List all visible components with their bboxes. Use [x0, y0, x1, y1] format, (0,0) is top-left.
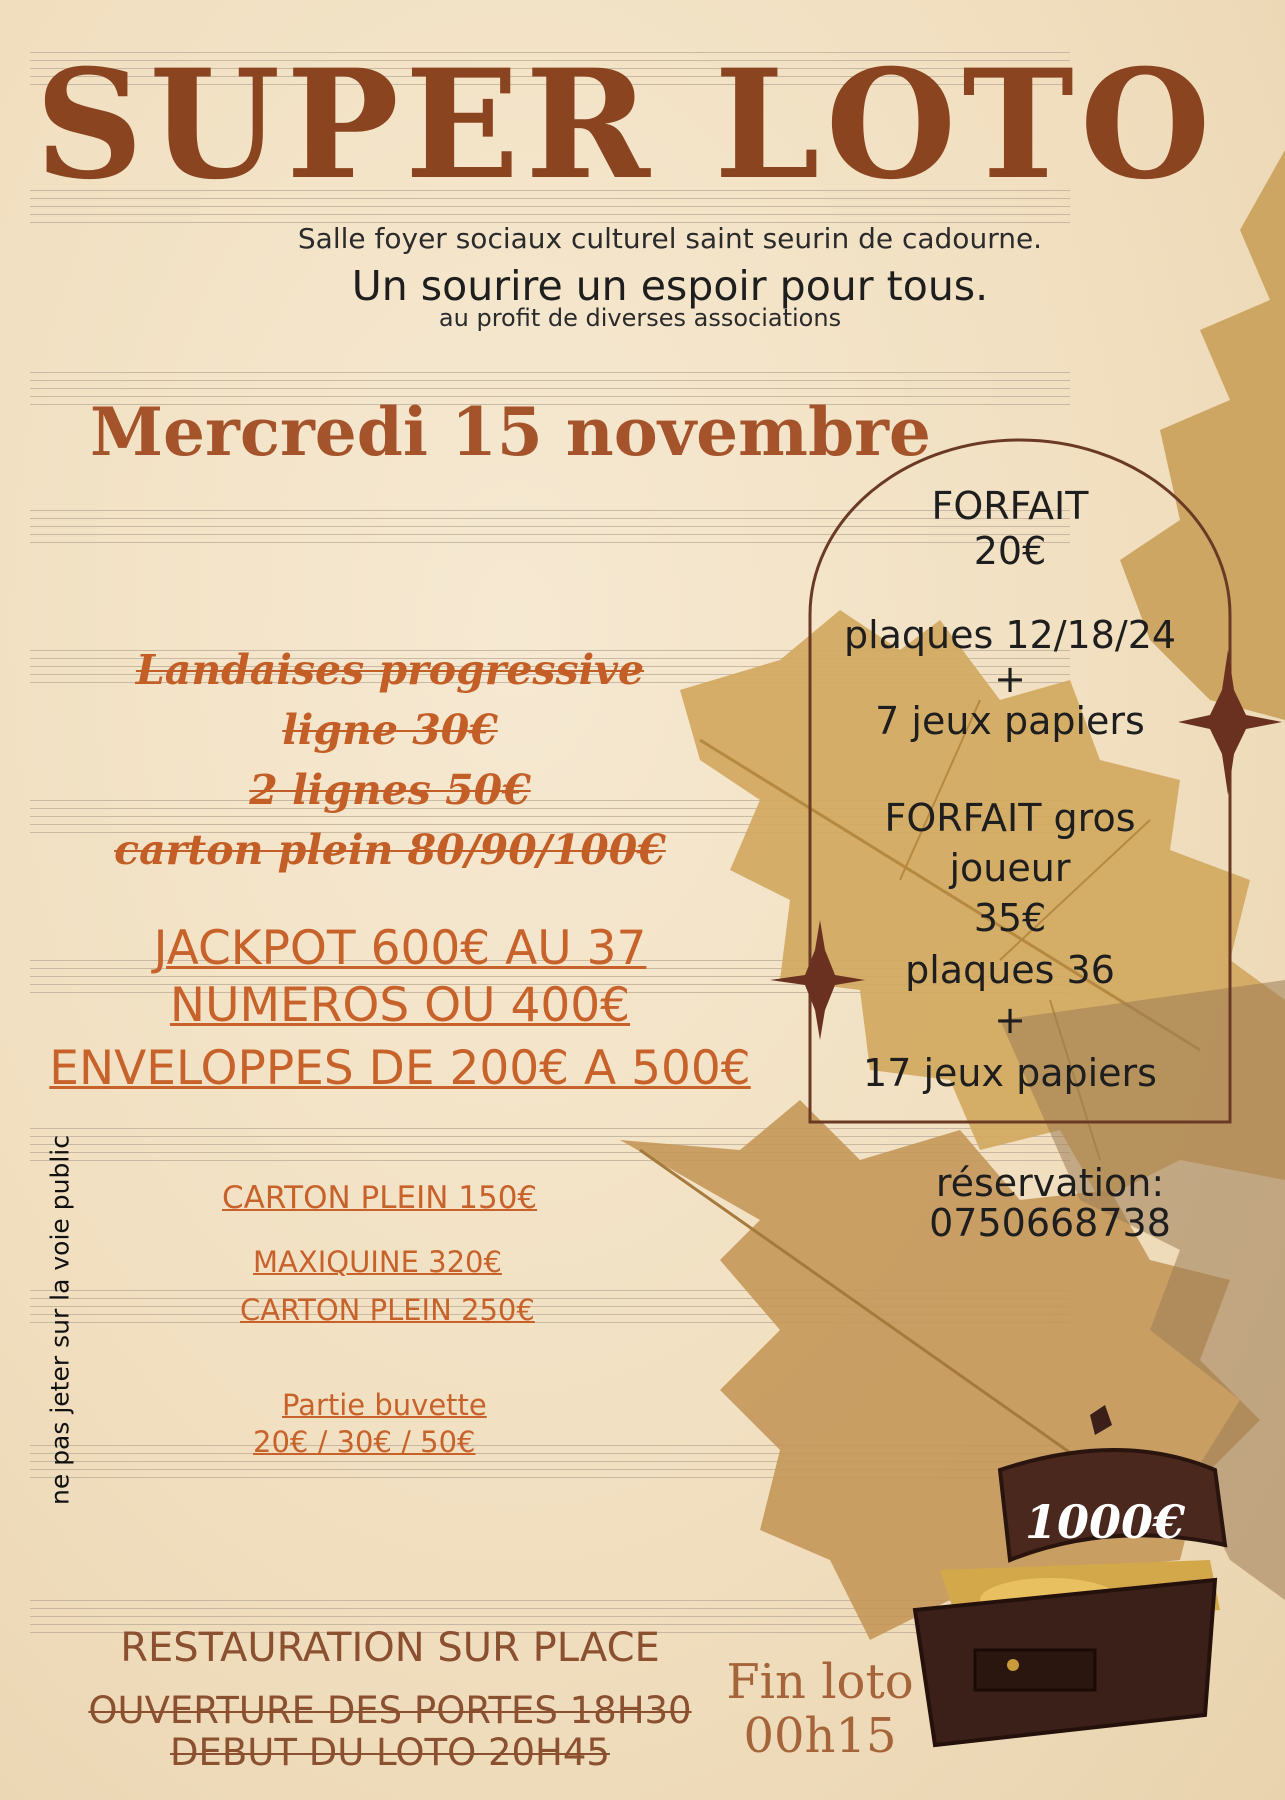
event-date: Mercredi 15 novembre: [90, 393, 931, 471]
prize-amount: 1000€: [1025, 1495, 1186, 1549]
fin-loto: [720, 1655, 920, 1763]
opening-times: [60, 1690, 720, 1774]
carton-plein-150: CARTON PLEIN 150€: [222, 1180, 538, 1216]
forfait-2-label: FORFAIT gros: [884, 796, 1136, 840]
forfait-2-jeux: 17 jeux papiers: [863, 1051, 1157, 1095]
landaises-line: ligne 30€: [282, 706, 498, 754]
forfait-2-plus: +: [994, 998, 1026, 1042]
venue-text: Salle foyer sociaux culturel saint seurin de cadourne.: [297, 222, 1043, 255]
forfait-2-price: 35€: [973, 896, 1047, 940]
benefit-text: au profit de diverses associations: [438, 304, 842, 332]
ouverture-text: OUVERTURE DES PORTES 18H30: [88, 1689, 692, 1732]
forfait-1-plus: +: [994, 657, 1026, 701]
landaises-line: Landaises progressive: [135, 646, 645, 694]
fin-loto-label: Fin loto: [726, 1654, 914, 1710]
poster-title: SUPER LOTO: [35, 37, 1217, 213]
forfait-1-label: FORFAIT: [931, 484, 1089, 528]
carton-plein-250: CARTON PLEIN 250€: [240, 1293, 535, 1327]
reservation-label: réservation:: [935, 1161, 1165, 1205]
forfait-1-price: 20€: [973, 529, 1047, 573]
restauration-text: RESTAURATION SUR PLACE: [120, 1625, 660, 1671]
buvette-prices: 20€ / 30€ / 50€: [253, 1425, 476, 1459]
forfait-2-plaques: plaques 36: [905, 948, 1115, 992]
forfait-1-plaques: plaques 12/18/24: [843, 613, 1177, 657]
landaises-block: [40, 640, 740, 880]
landaises-line: carton plein 80/90/100€: [114, 826, 666, 874]
reservation-phone[interactable]: 0750668738: [929, 1201, 1171, 1245]
buvette-label: Partie buvette: [282, 1388, 487, 1422]
forfait-1-jeux: 7 jeux papiers: [875, 699, 1145, 743]
jackpot-block: [30, 920, 770, 1097]
fin-loto-time: 00h15: [743, 1708, 897, 1764]
jackpot-line: NUMEROS OU 400€: [169, 978, 631, 1033]
vertical-note: ne pas jeter sur la voie public: [45, 1135, 75, 1505]
slogan-text: Un sourire un espoir pour tous.: [351, 262, 989, 310]
jackpot-line: JACKPOT 600€ AU 37: [153, 921, 647, 976]
jackpot-line: ENVELOPPES DE 200€ A 500€: [49, 1041, 751, 1096]
forfait-2-label-2: joueur: [949, 846, 1071, 890]
maxiquine-prize: MAXIQUINE 320€: [253, 1245, 502, 1279]
debut-text: DEBUT DU LOTO 20H45: [170, 1731, 610, 1774]
landaises-line: 2 lignes 50€: [249, 766, 531, 814]
